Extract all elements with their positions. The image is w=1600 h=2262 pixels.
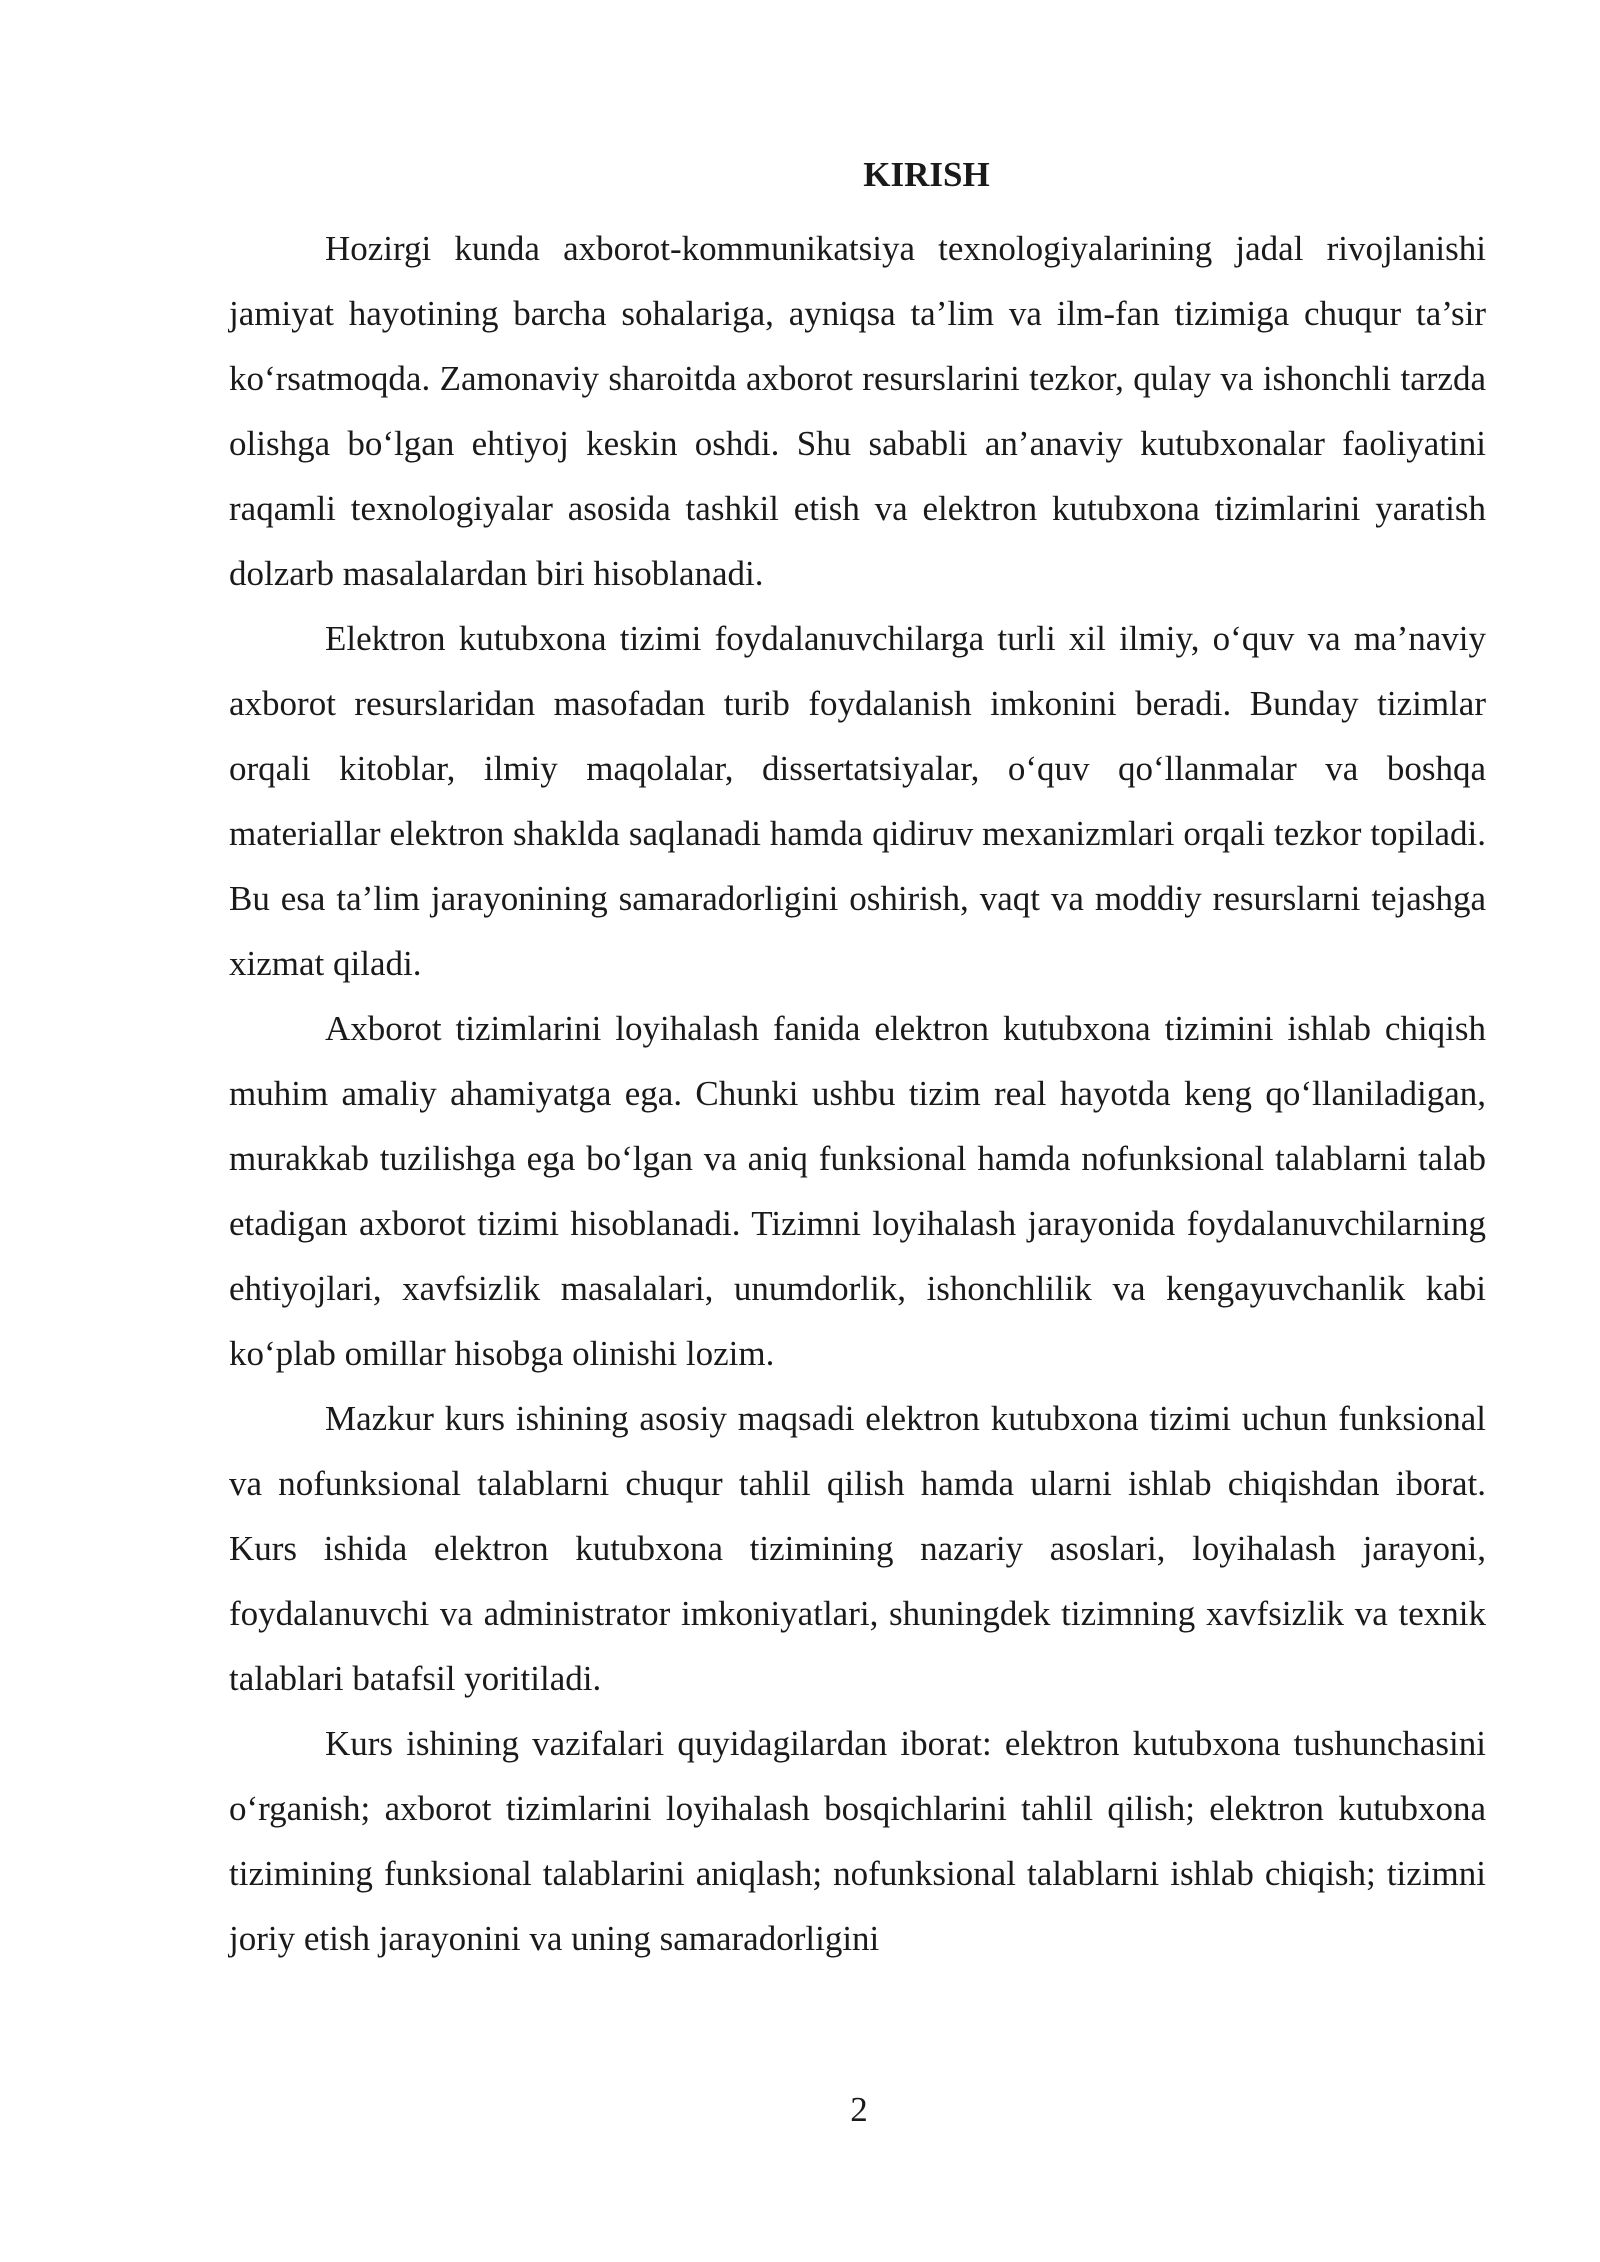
paragraph-3: Axborot tizimlarini loyihalash fanida elektron kutubxona tizimini ishlab chiqish muhim amaliy ahamiyatga ega. Chunki ushbu tizim real hayotda keng qo‘llaniladigan, murakkab tuzilishga ega bo‘lgan va aniq funksional hamda nofunksional talablarni talab etadigan axborot tizimi hisoblanadi. Tizimni loyihalash jarayonida foydalanuvchilarning ehtiyojlari, xavfsizlik masalalari, unumdorlik, ishonchlilik va kengayuvchanlik kabi ko‘plab omillar hisobga olinishi lozim.	[229, 1009, 1486, 1373]
paragraph-4: Mazkur kurs ishining asosiy maqsadi elektron kutubxona tizimi uchun funksional va nofunksional talablarni chuqur tahlil qilish hamda ularni ishlab chiqishdan iborat. Kurs ishida elektron kutubxona tizimining nazariy asoslari, loyihalash jarayoni, foydalanuvchi va administrator imkoniyatlari, shuningdek tizimning xavfsizlik va texnik talablari batafsil yoritiladi.	[229, 1399, 1486, 1698]
page-body	[229, 150, 1486, 1971]
page-number: 2	[850, 2090, 868, 2129]
paragraph-2: Elektron kutubxona tizimi foydalanuvchilarga turli xil ilmiy, o‘quv va ma’naviy axborot resurslaridan masofadan turib foydalanish imkonini beradi. Bunday tizimlar orqali kitoblar, ilmiy maqolalar, dissertatsiyalar, o‘quv qo‘llanmalar va boshqa materiallar elektron shaklda saqlanadi hamda qidiruv mexanizmlari orqali tezkor topiladi. Bu esa ta’lim jarayonining samaradorligini oshirish, vaqt va moddiy resurslarni tejashga xizmat qiladi.	[229, 619, 1486, 983]
section-title: KIRISH	[863, 155, 990, 194]
paragraph-1: Hozirgi kunda axborot-kommunikatsiya texnologiyalarining jadal rivojlanishi jamiyat hayotining barcha sohalariga, ayniqsa ta’lim va ilm-fan tizimiga chuqur ta’sir ko‘rsatmoqda. Zamonaviy sharoitda axborot resurslarini tezkor, qulay va ishonchli tarzda olishga bo‘lgan ehtiyoj keskin oshdi. Shu sababli an’anaviy kutubxonalar faoliyatini raqamli texnologiyalar asosida tashkil etish va elektron kutubxona tizimlarini yaratish dolzarb masalalardan biri hisoblanadi.	[229, 229, 1486, 593]
paragraph-5: Kurs ishining vazifalari quyidagilardan iborat: elektron kutubxona tushunchasini o‘rganish; axborot tizimlarini loyihalash bosqichlarini tahlil qilish; elektron kutubxona tizimining funksional talablarini aniqlash; nofunksional talablarni ishlab chiqish; tizimni joriy etish jarayonini va uning samaradorligini	[229, 1724, 1486, 1958]
